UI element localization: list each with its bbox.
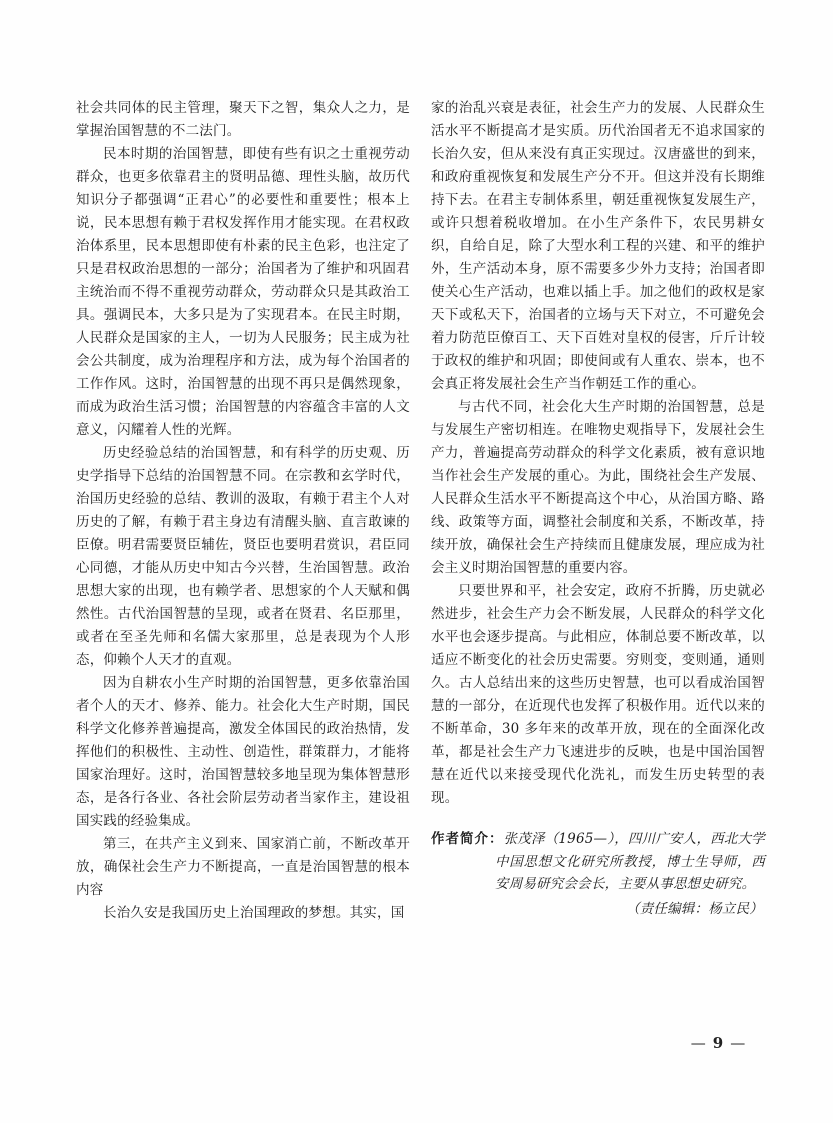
paragraph: 与古代不同，社会化大生产时期的治国智慧，总是与发展生产密切相连。在唯物史观指导下，发展社会生产力，普遍提高劳动群众的科学文化素质，被有意识地当作社会生产发展的重心。为此，围绕社会生产发展、人民群众生活水平不断提高这个中心，从治国方略、路线、政策等方面，调整社会制度和关系，不断改革，持续开放，确保社会生产持续而且健康发展，理应成为社会主义时期治国智慧的重要内容。 <box>431 399 765 576</box>
paragraph: 第三，在共产主义到来、国家消亡前，不断改革开放，确保社会生产力不断提高，一直是治国智慧的根本内容 <box>76 836 410 898</box>
paragraph: 只要世界和平，社会安定，政府不折腾，历史就必然进步，社会生产力会不断发展，人民群众的科学文化水平也会逐步提高。与此相应，体制总要不断改革，以适应不断变化的社会历史需要。穷则变，变则通，通则久。古人总结出来的这些历史智慧，也可以看成治国智慧的一部分，在近现代也发挥了积极作用。近代以来的不断革命，30 多年来的改革开放，现在的全面深化改革，都是社会生产力飞速进步的反映，也是中国治国智慧在近代以来接受现代化洗礼，而发生历史转型的表现。 <box>431 583 765 806</box>
left-column <box>76 97 410 925</box>
editor-note: （责任编辑：杨立民） <box>626 900 763 917</box>
page-number <box>683 1034 753 1052</box>
paragraph: 因为自耕农小生产时期的治国智慧，更多依靠治国者个人的天才、修养、能力。社会化大生产时期，国民科学文化修养普遍提高，激发全体国民的政治热情，发挥他们的积极性、主动性、创造性，群策群力，才能将国家治理好。这时，治国智慧较多地呈现为集体智慧形态，是各行各业、各社会阶层劳动者当家作主，建设祖国实践的经验集成。 <box>76 675 410 829</box>
page-number-value: 9 <box>712 1034 724 1052</box>
paragraph: 民本时期的治国智慧，即使有些有识之士重视劳动群众，也更多依靠君主的贤明品德、理性头脑，故历代知识分子都强调“正君心”的必要性和重要性；根本上说，民本思想有赖于君权发挥作用才能实现。在君权政治体系里，民本思想即使有朴素的民主色彩，也注定了只是君权政治思想的一部分；治国者为了维护和巩固君主统治而不得不重视劳动群众，劳动群众只是其政治工具。强调民本，大多只是为了实现君本。在民主时期，人民群众是国家的主人，一切为人民服务；民主成为社会公共制度，成为治理程序和方法，成为每个治国者的工作作风。这时，治国智慧的出现不再只是偶然现象，而成为政治生活习惯；治国智慧的内容蕴含丰富的人文意义，闪耀着人性的光辉。 <box>76 146 410 438</box>
paragraph: 历史经验总结的治国智慧，和有科学的历史观、历史学指导下总结的治国智慧不同。在宗教和玄学时代，治国历史经验的总结、教训的汲取，有赖于君主个人对历史的了解，有赖于君主身边有清醒头脑、直言敢谏的臣僚。明君需要贤臣辅佐，贤臣也要明君赏识，君臣同心同德，才能从历史中知古今兴替，生治国智慧。政治思想大家的出现，也有赖学者、思想家的个人天赋和偶然性。古代治国智慧的呈现，或者在贤君、名臣那里，或者在至圣先师和名儒大家那里，总是表现为个人形态，仰赖个人天才的直观。 <box>76 445 410 668</box>
author-bio <box>431 828 765 896</box>
author-bio-label: 作者简介： <box>431 831 504 847</box>
page-number-dash-right: — <box>730 1034 746 1052</box>
paragraph: 社会共同体的民主管理，聚天下之智，集众人之力，是掌握治国智慧的不二法门。 <box>76 100 410 139</box>
right-column <box>431 97 765 925</box>
author-bio-text: 张茂泽（1965—），四川广安人，西北大学中国思想文化研究所教授，博士生导师，西安周易研究会会长，主要从事思想史研究。 <box>495 831 765 892</box>
paragraph: 家的治乱兴衰是表征，社会生产力的发展、人民群众生活水平不断提高才是实质。历代治国者无不追求国家的长治久安，但从来没有真正实现过。汉唐盛世的到来，和政府重视恢复和发展生产分不开。但这并没有长期维持下去。在君主专制体系里，朝廷重视恢复发展生产，或许只想着税收增加。在小生产条件下，农民男耕女织，自给自足，除了大型水利工程的兴建、和平的维护外，生产活动本身，原不需要多少外力支持；治国者即使关心生产活动，也难以插上手。加之他们的政权是家天下或私天下，治国者的立场与天下对立，不可避免会着力防范臣僚百工、天下百姓对皇权的侵害，斤斤计较于政权的维护和巩固；即使间或有人重农、崇本，也不会真正将发展社会生产当作朝廷工作的重心。 <box>431 100 765 392</box>
article-body <box>76 97 765 925</box>
page-number-dash-left: — <box>690 1034 706 1052</box>
paragraph: 长治久安是我国历史上治国理政的梦想。其实，国 <box>103 905 405 921</box>
